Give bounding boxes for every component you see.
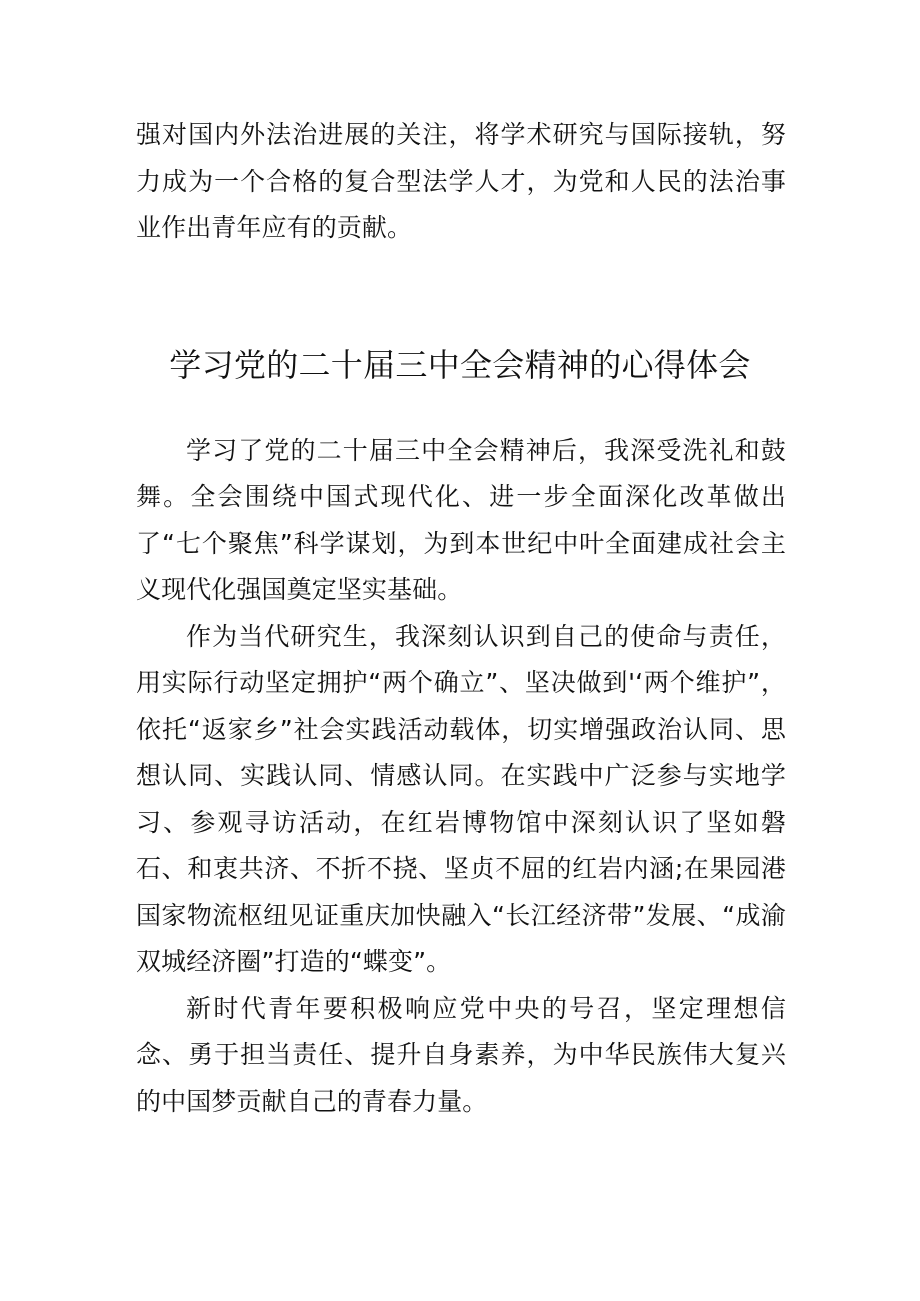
continuation-paragraph: 强对国内外法治进展的关注，将学术研究与国际接轨，努力成为一个合格的复合型法学人才，为党和人民的法治事业作出青年应有的贡献。 <box>136 120 786 242</box>
paragraph-3: 新时代青年要积极响应党中央的号召，坚定理想信念、勇于担当责任、提升自身素养，为中华民族伟大复兴的中国梦贡献自己的青春力量。 <box>136 993 786 1116</box>
document-title: 学习党的二十届三中全会精神的心得体会 <box>169 345 751 384</box>
document-body <box>136 112 786 1125</box>
paragraph-1: 学习了党的二十届三中全会精神后，我深受洗礼和鼓舞。全会围绕中国式现代化、进一步全面深化改革做出了“七个聚焦”科学谋划，为到本世纪中叶全面建成社会主义现代化强国奠定坚实基础。 <box>136 435 786 604</box>
paragraph-2: 作为当代研究生，我深刻认识到自己的使命与责任，用实际行动坚定拥护“两个确立”、坚决做到'‘两个维护”，依托“返家乡”社会实践活动载体，切实增强政治认同、思想认同、实践认同、情感认同。在实践中广泛参与实地学习、参观寻访活动，在红岩博物馆中深刻认识了坚如磐石、和衷共济、不折不挠、坚贞不屈的红岩内涵;在果园港国家物流枢纽见证重庆加快融入“长江经济带”发展、“成渝双城经济圈”打造的“蝶变”。 <box>136 621 786 976</box>
